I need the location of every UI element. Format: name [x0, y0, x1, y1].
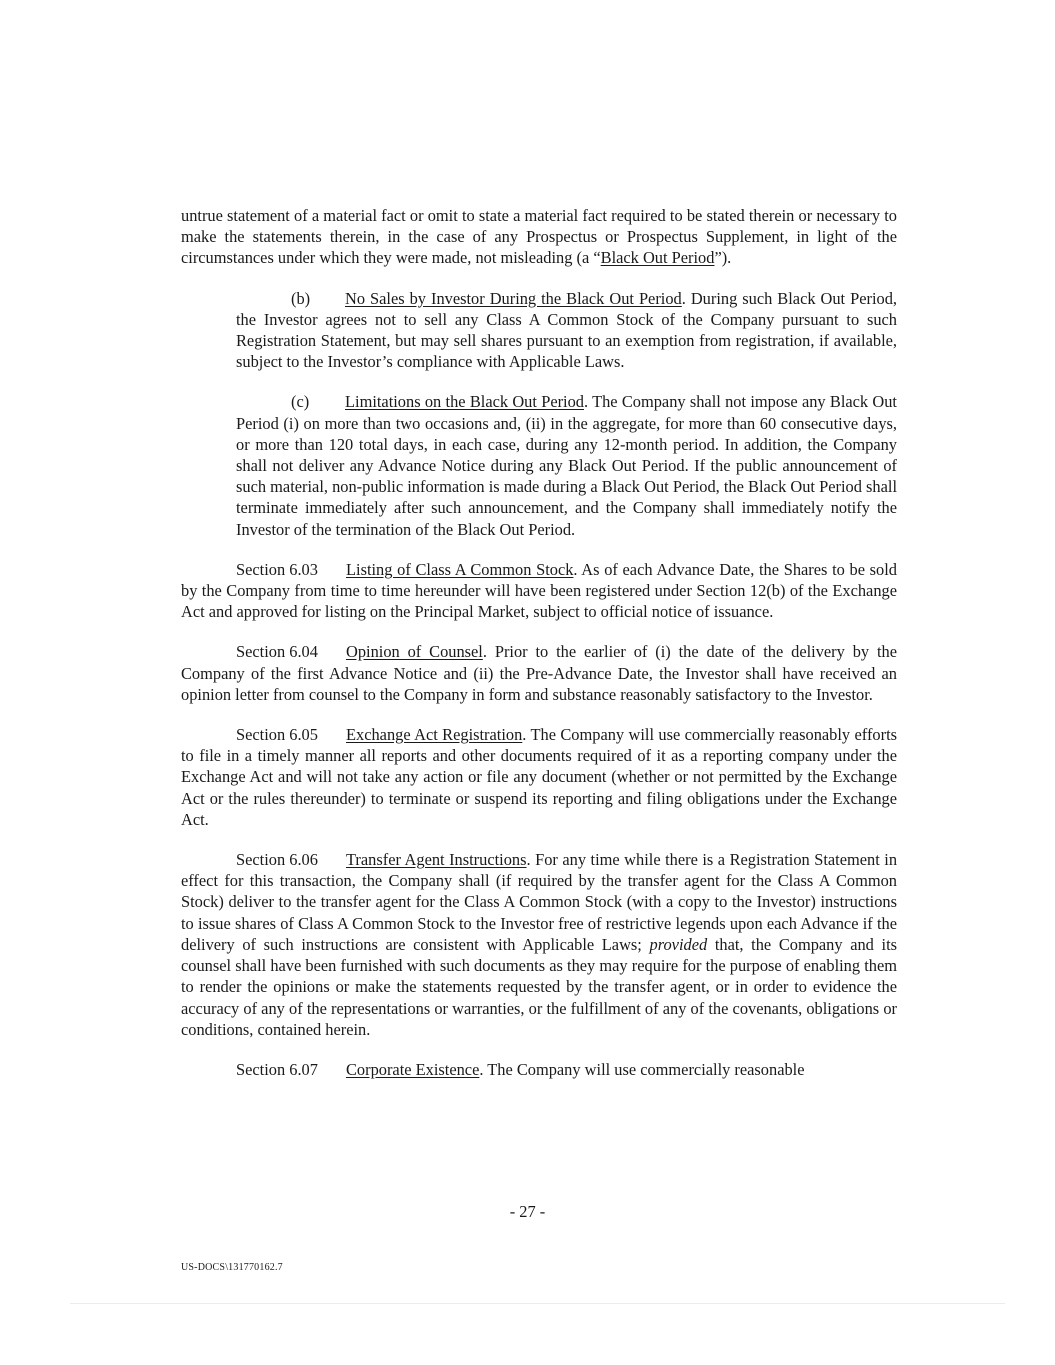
- document-body: [181, 205, 897, 1099]
- section-6-03-label: Section 6.03: [236, 559, 318, 579]
- section-6-04-heading: Opinion of Counsel: [346, 642, 483, 662]
- section-6-07-heading: Corporate Existence: [346, 1059, 480, 1079]
- black-out-period-term: Black Out Period: [600, 248, 715, 268]
- bottom-divider: [70, 1303, 1005, 1304]
- paragraph-b-label: (b): [291, 288, 311, 308]
- section-6-05-label: Section 6.05: [236, 725, 318, 745]
- section-6-07: Section 6.07 Corporate Existence. The Company will use commercially reasonable: [236, 1059, 805, 1079]
- section-6-04: Section 6.04 Opinion of Counsel. Prior to the earlier of (i) the date of the delivery by the Company of the first Advance Notice and (ii) the Pre-Advance Date, the Investor shall have received an opinion letter from counsel to the Company in form and substance reasonably satisfactory to the Investor.: [181, 642, 897, 704]
- section-6-03-heading: Listing of Class A Common Stock: [346, 559, 574, 579]
- paragraph-c-label: (c): [291, 392, 310, 412]
- paragraph-b-heading: No Sales by Investor During the Black Out Period: [345, 288, 682, 308]
- paragraph-b: (b) No Sales by Investor During the Black Out Period. During such Black Out Period, the Investor agrees not to sell any Class A Common Stock of the Company pursuant to such Registration Statement, but may sell shares pursuant to an exemption from registration, if available, subject to the Investor’s compliance with Applicable Laws.: [236, 288, 897, 372]
- document-id: US-DOCS\131770162.7: [181, 1262, 283, 1273]
- section-6-07-label: Section 6.07: [236, 1059, 318, 1079]
- section-6-06: Section 6.06 Transfer Agent Instructions. For any time while there is a Registration Statement in effect for this transaction, the Company shall (if required by the transfer agent for the Class A Common Stock) deliver to the transfer agent for the Class A Common Stock (with a copy to the Investor) instructions to issue shares of Class A Common Stock to the Investor free of restrictive legends upon each Advance if the delivery of such instructions are consistent with Applicable Laws; provided that, the Company and its counsel shall have been furnished with such documents as they may require for the purpose of enabling them to render the opinions or make the statements requested by the transfer agent, or in order to evidence the accuracy of any of the representations or warranties, or the fulfillment of any of the covenants, obligations or conditions, contained herein.: [181, 850, 898, 1039]
- page-number: - 27 -: [509, 1202, 546, 1221]
- provided-term: provided: [649, 934, 708, 954]
- section-6-05: Section 6.05 Exchange Act Registration. The Company will use commercially reasonably efforts to file in a timely manner all reports and other documents required of it as a reporting company under the Exchange Act and will not take any action or file any document (whether or not permitted by the Exchange Act or the rules thereunder) to terminate or suspend its reporting and filing obligations under the Exchange Act.: [181, 725, 898, 829]
- continuation-paragraph: untrue statement of a material fact or omit to state a material fact required to be stated therein or necessary to make the statements therein, in the case of any Prospectus or Prospectus Supplement, in light of the circumstances under which they were made, not misleading (a “Black Out Period”).: [181, 206, 897, 268]
- section-6-05-heading: Exchange Act Registration: [346, 725, 523, 745]
- section-6-06-heading: Transfer Agent Instructions: [346, 850, 527, 870]
- section-6-06-label: Section 6.06: [236, 850, 318, 870]
- section-6-03: Section 6.03 Listing of Class A Common Stock. As of each Advance Date, the Shares to be sold by the Company from time to time hereunder will have been registered under Section 12(b) of the Exchange Act and approved for listing on the Principal Market, subject to official notice of issuance.: [181, 559, 897, 622]
- section-6-04-label: Section 6.04: [236, 642, 318, 662]
- paragraph-c-heading: Limitations on the Black Out Period: [345, 392, 584, 412]
- paragraph-c: (c) Limitations on the Black Out Period. The Company shall not impose any Black Out Period (i) on more than two occasions and, (ii) in the aggregate, for more than 60 consecutive days, or more than 120 total days, in each case, during any 12-month period. In addition, the Company shall not deliver any Advance Notice during any Black Out Period. If the public announcement of such material, non-public information is made during a Black Out Period, the Black Out Period shall terminate immediately after such announcement, and the Company shall immediately notify the Investor of the termination of the Black Out Period.: [236, 392, 897, 539]
